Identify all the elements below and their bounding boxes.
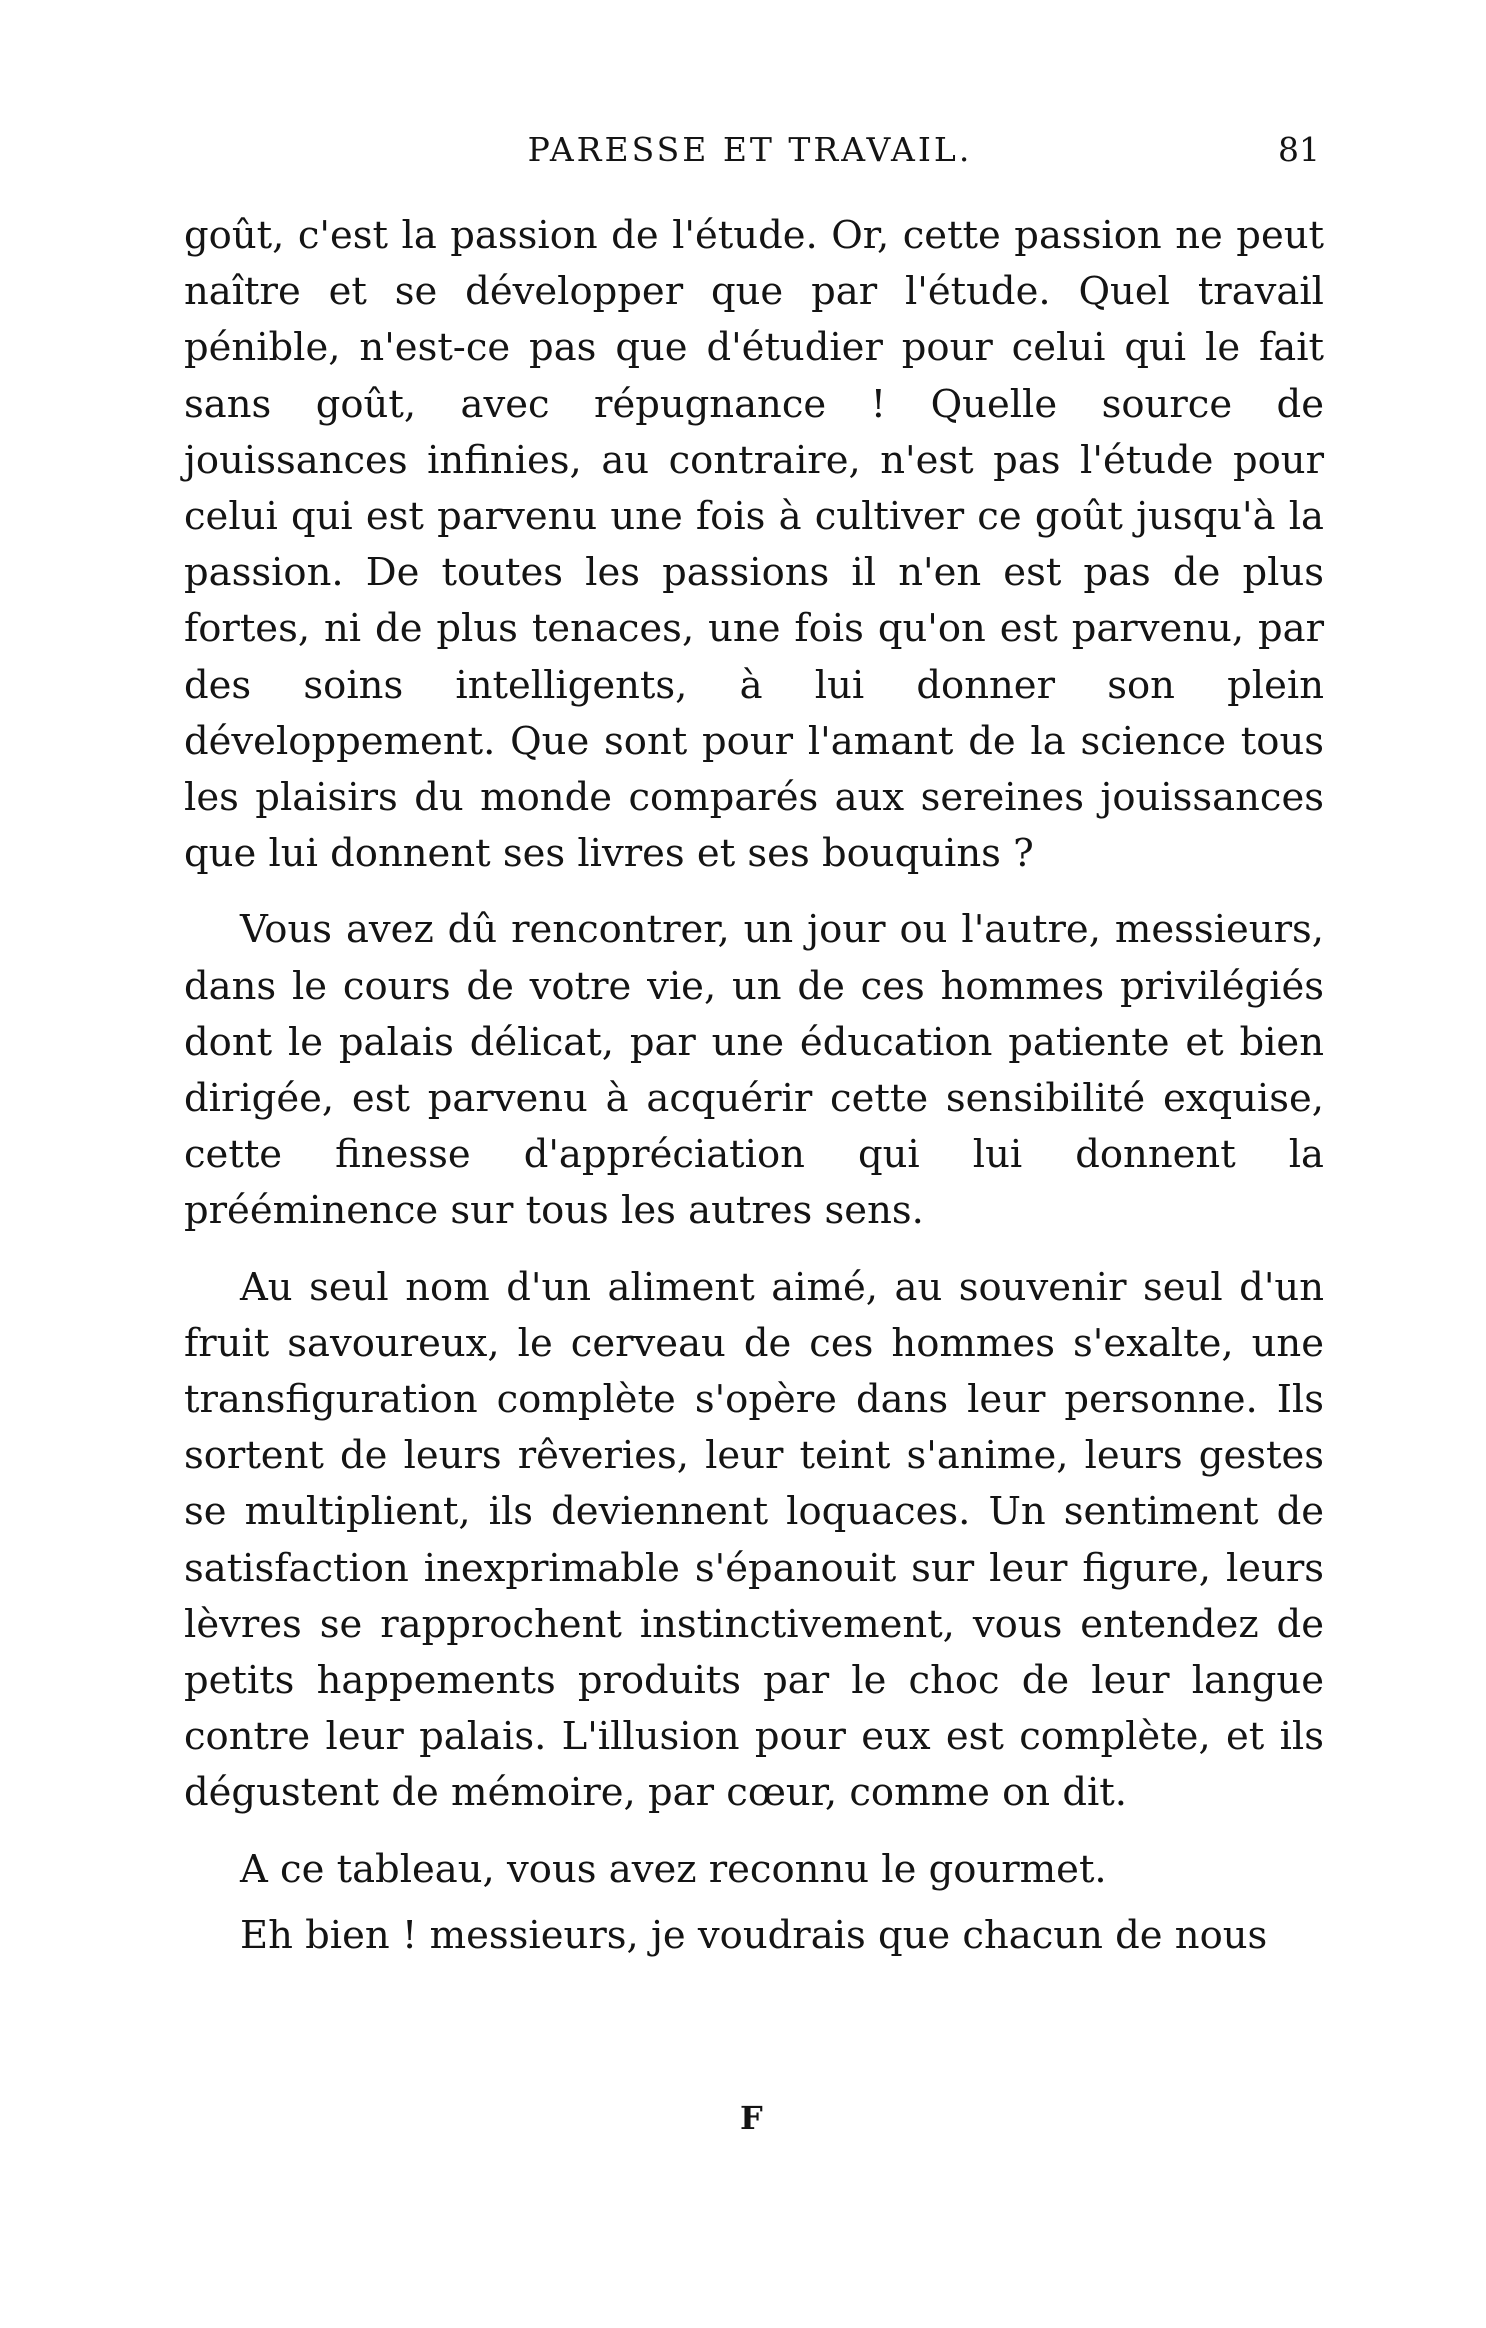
- paragraph-gourmet-description: Au seul nom d'un aliment aimé, au souvenir seul d'un fruit savoureux, le cerveau de ces hommes s'exalte, une transfiguration complète s'opère dans leur personne. Ils sortent de leurs rêveries, leur teint s'anime, leurs gestes se multiplient, ils deviennent loquaces. Un sentiment de satisfaction inexprimable s'épanouit sur leur figure, leurs lèvres se rapprochent instinctivement, vous entendez de petits happements produits par le choc de leur langue contre leur palais. L'illusion pour eux est complète, et ils dégustent de mémoire, par cœur, comme on dit.: [184, 1264, 1324, 1816]
- running-title: PARESSE ET TRAVAIL.: [527, 130, 973, 169]
- page-number: 81: [1278, 130, 1320, 169]
- running-header: [180, 125, 1320, 175]
- paragraph-gourmet-intro: Vous avez dû rencontrer, un jour ou l'autre, messieurs, dans le cours de votre vie, un de ces hommes privilégiés dont le palais délicat, par une éducation patiente et bien dirigée, est parvenu à acquérir cette sensibilité exquise, cette finesse d'appréciation qui lui donnent la prééminence sur tous les autres sens.: [184, 907, 1324, 1234]
- paragraph-closing-line: Eh bien ! messieurs, je voudrais que chacun de nous: [240, 1912, 1268, 1958]
- paragraph-continuation: goût, c'est la passion de l'étude. Or, cette passion ne peut naître et se développer que par l'étude. Quel travail pénible, n'est-ce pas que d'étudier pour celui qui le fait sans goût, avec répugnance ! Quelle source de jouissances infinies, au contraire, n'est pas l'étude pour celui qui est parvenu une fois à cultiver ce goût jusqu'à la passion. De toutes les passions il n'en est pas de plus fortes, ni de plus tenaces, une fois qu'on est parvenu, par des soins intelligents, à lui donner son plein développement. Que sont pour l'amant de la science tous les plaisirs du monde comparés aux sereines jouissances que lui donnent ses livres et ses bouquins ?: [184, 213, 1324, 877]
- gathering-signature-mark: F: [740, 2099, 763, 2137]
- body-text: [184, 208, 1324, 1974]
- paragraph-tableau: A ce tableau, vous avez reconnu le gourmet.: [240, 1846, 1107, 1892]
